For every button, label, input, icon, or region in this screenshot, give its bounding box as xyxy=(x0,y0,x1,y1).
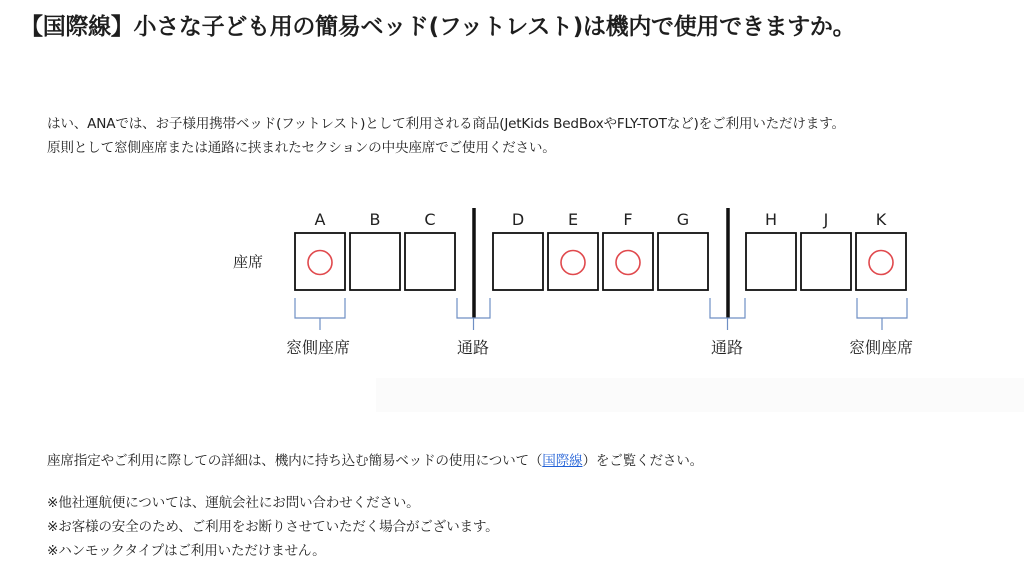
seat-letter: G xyxy=(676,210,690,229)
seat-box xyxy=(405,233,455,290)
intro-line-1: はい、ANAでは、お子様用携帯ベッド(フットレスト)として利用される商品(JetKids BedBoxやFLY-TOTなど)をご利用いただけます。 xyxy=(47,116,845,132)
seat-d xyxy=(493,210,543,290)
seat-b xyxy=(350,210,400,290)
section-bracket xyxy=(295,298,345,330)
seat-letter: A xyxy=(314,210,326,229)
seat-e xyxy=(548,210,598,290)
seat-row-label: 座席 xyxy=(233,253,264,271)
seat-a xyxy=(295,210,345,290)
section-bracket xyxy=(857,298,907,330)
label-aisle-left: 通路 xyxy=(456,338,490,357)
seat-box xyxy=(746,233,796,290)
international-link[interactable]: 国際線 xyxy=(542,453,583,469)
seat-box xyxy=(856,233,906,290)
label-aisle-right: 通路 xyxy=(710,338,744,357)
detail-after: ）をご覧ください。 xyxy=(582,453,704,469)
note-item: ※他社運航便については、運航会社にお問い合わせください。 xyxy=(47,495,420,511)
detail-text xyxy=(47,449,1007,473)
seat-letter: B xyxy=(369,210,381,229)
seat-box xyxy=(350,233,400,290)
seat-g xyxy=(658,210,708,290)
seat-letter: H xyxy=(764,210,778,229)
seat-k xyxy=(856,210,906,290)
seat-box xyxy=(603,233,653,290)
detail-before: 座席指定やご利用に際しての詳細は、機内に持ち込む簡易ベッドの使用について（ xyxy=(47,453,543,469)
seat-letter: D xyxy=(511,210,525,229)
seat-letter: J xyxy=(823,210,829,229)
note-item: ※お客様の安全のため、ご利用をお断りさせていただく場合がございます。 xyxy=(47,519,499,535)
notes-list xyxy=(47,491,1007,563)
note-item: ※ハンモックタイプはご利用いただけません。 xyxy=(47,543,326,559)
seat-c xyxy=(405,210,455,290)
label-window-right: 窓側座席 xyxy=(848,338,914,357)
seat-letter: K xyxy=(875,210,887,229)
seat-letter: E xyxy=(567,210,579,229)
seat-letter: F xyxy=(623,210,633,229)
seat-box xyxy=(493,233,543,290)
seat-box xyxy=(548,233,598,290)
seat-box xyxy=(295,233,345,290)
page-title: 【国際線】小さな子ども用の簡易ベッド(フットレスト)は機内で使用できますか。 xyxy=(20,14,856,40)
seat-letter: C xyxy=(424,210,436,229)
seat-box xyxy=(658,233,708,290)
seat-h xyxy=(746,210,796,290)
seat-j xyxy=(801,210,851,290)
seat-f xyxy=(603,210,653,290)
intro-line-2: 原則として窓側座席または通路に挟まれたセクションの中央座席でご使用ください。 xyxy=(47,140,556,156)
label-window-left: 窓側座席 xyxy=(285,338,351,357)
seat-box xyxy=(801,233,851,290)
